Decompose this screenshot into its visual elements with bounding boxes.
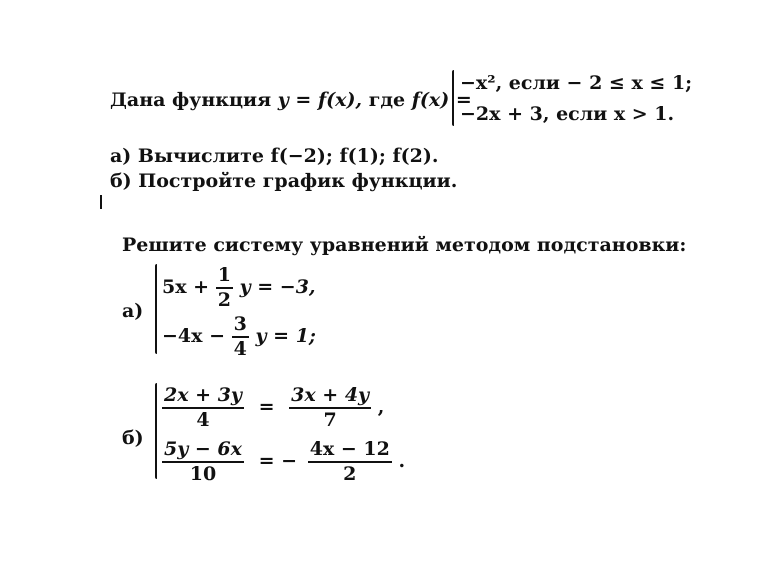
task2-b-eq1-l-num: 2x + 3y [162, 386, 244, 409]
task1-part-a: а) Вычислите f(−2); f(1); f(2). [110, 145, 439, 167]
task2-a-eq1-left: 5x + [162, 276, 210, 298]
task2-b-eq1-l-den: 4 [196, 409, 210, 431]
task2-a-eq2-num: 3 [232, 315, 249, 338]
task1-case1: −x², если − 2 ≤ x ≤ 1; [460, 72, 693, 94]
task2-b-eq2-l-num: 5y − 6x [162, 440, 244, 463]
task2-b-brace [155, 383, 157, 479]
task2-b-eq1-left-fraction [162, 386, 244, 430]
task1-case2: −2x + 3, если x > 1. [460, 103, 675, 125]
task2-b-eq2 [162, 440, 405, 484]
task2-b-eq1-r-den: 7 [323, 409, 337, 431]
task2-a-eq1-right: y = −3, [239, 276, 316, 298]
task2-b-eq2-l-den: 10 [189, 463, 217, 485]
task2-title: Решите систему уравнений методом подстановки: [122, 234, 687, 256]
task1-fx-eq: f(x) = [411, 89, 472, 111]
task2-b-eq2-r-num: 4x − 12 [308, 440, 392, 463]
task2-a-eq1-num: 1 [216, 266, 233, 289]
task2-a-label: а) [122, 300, 144, 322]
task2-a-eq2-fraction [232, 315, 249, 359]
task2-a-eq2 [162, 315, 316, 359]
task1-where: где [368, 89, 406, 111]
task2-b-eq1 [162, 386, 384, 430]
task2-a-eq1 [162, 266, 316, 310]
task2-b-eq2-left-fraction [162, 440, 244, 484]
task2-b-eq1-right-fraction [289, 386, 371, 430]
task2-a-eq1-fraction [216, 266, 233, 310]
task2-a-brace [155, 264, 157, 354]
task1-y-eq: y = f(x), [277, 89, 363, 111]
task2-a-eq2-right: y = 1; [255, 325, 316, 347]
task2-a-eq2-den: 4 [233, 338, 247, 360]
task2-b-eq1-r-num: 3x + 4y [289, 386, 371, 409]
task2-b-eq1-end: , [377, 396, 385, 418]
task1-intro: Дана функция [110, 89, 272, 111]
task1-brace [452, 70, 454, 126]
task2-a-eq2-left: −4x − [162, 325, 226, 347]
task2-a-eq1-den: 2 [217, 289, 231, 311]
task1-intro-line [110, 89, 472, 111]
task2-b-eq2-right-fraction [308, 440, 392, 484]
task2-b-eq1-equals: = [258, 396, 275, 418]
task2-b-eq2-equals: = − [258, 450, 298, 472]
text-cursor [100, 195, 102, 209]
task2-b-label: б) [122, 427, 144, 449]
task2-b-eq2-r-den: 2 [343, 463, 357, 485]
task1-part-b: б) Постройте график функции. [110, 170, 458, 192]
task2-b-eq2-end: . [398, 450, 406, 472]
